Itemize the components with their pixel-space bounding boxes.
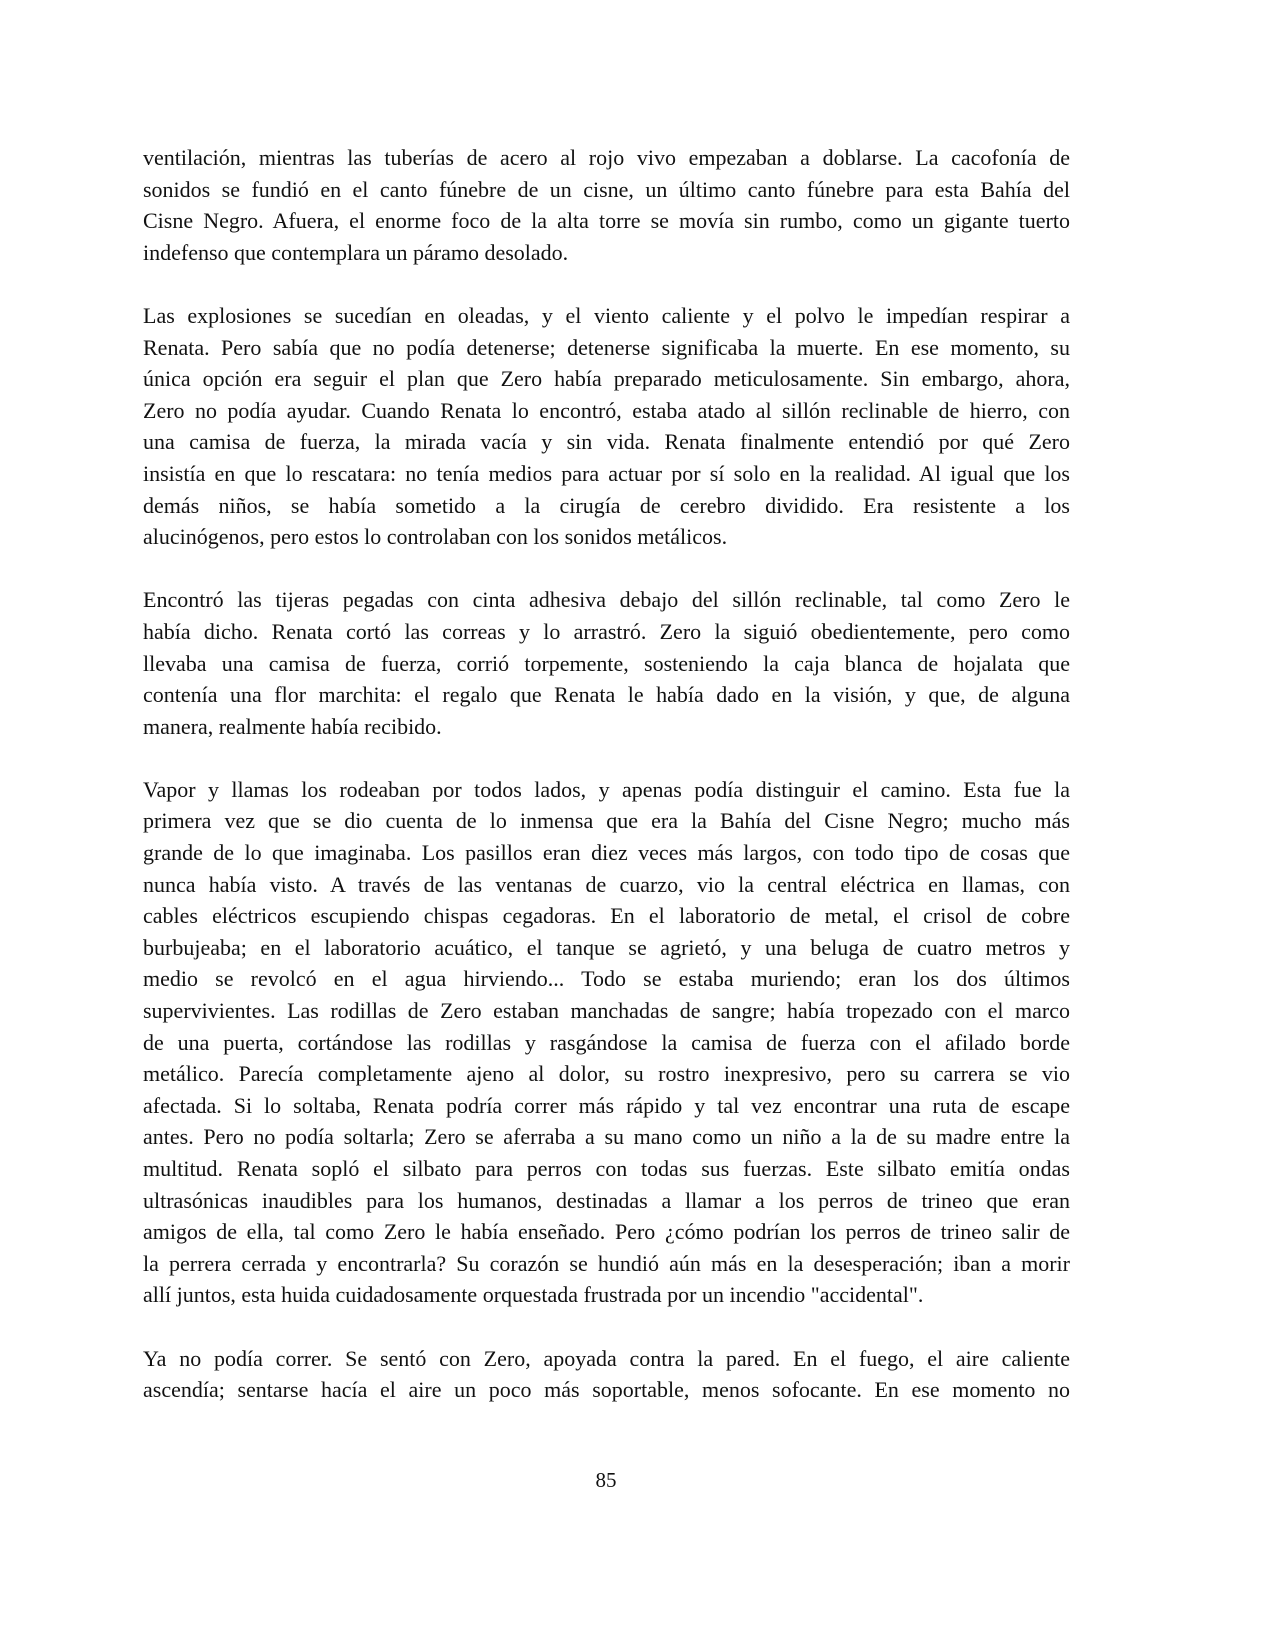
text-line: nunca había visto. A través de las ventanas de cuarzo, vio la central eléctrica en llamas, con (143, 871, 1070, 897)
text-line: antes. Pero no podía soltarla; Zero se aferraba a su mano como un niño a la de su madre entre la (143, 1124, 1070, 1150)
text-line: allí juntos, esta huida cuidadosamente orquestada frustrada por un incendio "accidental". (143, 1282, 924, 1308)
text-line: Cisne Negro. Afuera, el enorme foco de la alta torre se movía sin rumbo, como un gigante tuerto (143, 208, 1070, 234)
text-line: manera, realmente había recibido. (143, 713, 442, 739)
text-line: Ya no podía correr. Se sentó con Zero, apoyada contra la pared. En el fuego, el aire caliente (143, 1345, 1070, 1371)
text-line: alucinógenos, pero estos lo controlaban con los sonidos metálicos. (143, 524, 728, 550)
text-line: de una puerta, cortándose las rodillas y rasgándose la camisa de fuerza con el afilado borde (143, 1029, 1070, 1055)
text-line: cables eléctricos escupiendo chispas cegadoras. En el laboratorio de metal, el crisol de cobre (143, 903, 1070, 929)
text-line: grande de lo que imaginaba. Los pasillos eran diez veces más largos, con todo tipo de cosas que (143, 840, 1070, 866)
text-line: multitud. Renata sopló el silbato para perros con todas sus fuerzas. Este silbato emitía ondas (143, 1156, 1070, 1181)
text-line: indefenso que contemplara un páramo desolado. (143, 239, 569, 265)
text-line: metálico. Parecía completamente ajeno al dolor, su rostro inexpresivo, pero su carrera se vio (143, 1061, 1070, 1087)
text-line: supervivientes. Las rodillas de Zero estaban manchadas de sangre; había tropezado con el marco (143, 998, 1070, 1024)
page-number: 85 (595, 1468, 617, 1492)
text-line: ultrasónicas inaudibles para los humanos, destinadas a llamar a los perros de trineo que eran (143, 1187, 1070, 1213)
text-line: burbujeaba; en el laboratorio acuático, el tanque se agrietó, y una beluga de cuatro metros y (143, 934, 1070, 960)
text-line: afectada. Si lo soltaba, Renata podría correr más rápido y tal vez encontrar una ruta de escape (143, 1092, 1070, 1118)
text-line: medio se revolcó en el agua hirviendo... Todo se estaba muriendo; eran los dos últimos (143, 966, 1070, 992)
text-line: demás niños, se había sometido a la cirugía de cerebro dividido. Era resistente a los (143, 492, 1070, 518)
text-line: única opción era seguir el plan que Zero había preparado meticulosamente. Sin embargo, ahora, (143, 366, 1070, 392)
text-line: primera vez que se dio cuenta de lo inmensa que era la Bahía del Cisne Negro; mucho más (143, 808, 1070, 834)
text-line: llevaba una camisa de fuerza, corrió torpemente, sosteniendo la caja blanca de hojalata que (143, 650, 1070, 676)
text-line: Encontró las tijeras pegadas con cinta adhesiva debajo del sillón reclinable, tal como Zero le (143, 587, 1070, 613)
text-line: Vapor y llamas los rodeaban por todos lados, y apenas podía distinguir el camino. Esta fue la (143, 776, 1070, 802)
text-line: una camisa de fuerza, la mirada vacía y sin vida. Renata finalmente entendió por qué Zero (143, 429, 1070, 455)
text-line: ascendía; sentarse hacía el aire un poco más soportable, menos sofocante. En ese momento no (143, 1377, 1070, 1403)
paragraph (143, 142, 1070, 268)
text-line: ventilación, mientras las tuberías de acero al rojo vivo empezaban a doblarse. La cacofonía de (143, 145, 1070, 170)
paragraph (143, 584, 1070, 742)
paragraph (143, 774, 1070, 1311)
text-line: amigos de ella, tal como Zero le había enseñado. Pero ¿cómo podrían los perros de trineo salir de (143, 1219, 1070, 1245)
paragraph (143, 1343, 1070, 1406)
body-text (143, 142, 1070, 1437)
text-line: Las explosiones se sucedían en oleadas, y el viento caliente y el polvo le impedían respirar a (143, 302, 1070, 328)
paragraph (143, 300, 1070, 553)
text-line: Zero no podía ayudar. Cuando Renata lo encontró, estaba atado al sillón reclinable de hierro, con (143, 397, 1070, 423)
text-line: la perrera cerrada y encontrarla? Su corazón se hundió aún más en la desesperación; iban a morir (143, 1250, 1070, 1276)
text-line: sonidos se fundió en el canto fúnebre de un cisne, un último canto fúnebre para esta Bahía del (143, 176, 1070, 202)
text-line: Renata. Pero sabía que no podía detenerse; detenerse significaba la muerte. En ese momento, su (143, 334, 1070, 360)
text-line: contenía una flor marchita: el regalo que Renata le había dado en la visión, y que, de alguna (143, 682, 1070, 708)
text-line: insistía en que lo rescatara: no tenía medios para actuar por sí solo en la realidad. Al igual que los (143, 460, 1070, 486)
text-line: había dicho. Renata cortó las correas y lo arrastró. Zero la siguió obedientemente, pero como (143, 618, 1070, 644)
